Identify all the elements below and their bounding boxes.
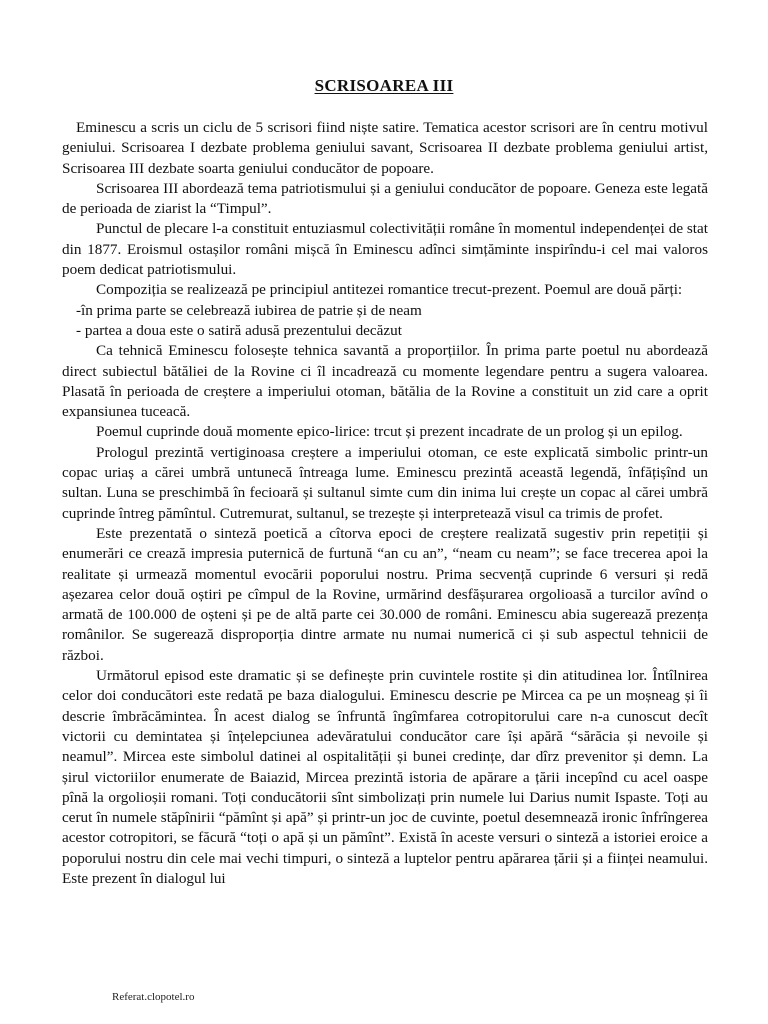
- paragraph-technique: Ca tehnică Eminescu folosește tehnica savantă a proporțiilor. În prima parte poetul nu abordează direct subiectul bătăliei de la Rovine ci îl incadrează cu momente legendare pentru a sugera valoarea. Plasată în perioada de creștere a imperiului otoman, bătălia de la Rovine a constituit un zid care a oprit expansiunea tuceacă.: [62, 342, 708, 421]
- paragraph-intro: Eminescu a scris un ciclu de 5 scrisori fiind niște satire. Tematica acestor scrisori are în centru motivul geniului. Scrisoarea I dezbate problema geniului savant, Scrisoarea II dezbate problema geniului artist, Scrisoarea III dezbate soarta geniului conducător de popoare.: [62, 119, 708, 177]
- paragraph-origin: Punctul de plecare l-a constituit entuziasmul colectivității române în momentul independenței de stat din 1877. Eroismul ostașilor români mișcă în Eminescu adînci simțăminte inspirîndu-i cel mai valoros poem dedicat patriotismului.: [62, 220, 708, 279]
- paragraph-prologue: Prologul prezintă vertiginoasa creștere a imperiului otoman, ce este explicată simbolic printr-un copac uriaș a cărei umbră untunecă întreaga lume. Eminescu prezintă această legendă, înfățișînd un sultan. Luna se preschimbă în fecioară și sultanul simte cum din inima lui crește un copac al cărei umbră cuprinde întreg pămîntul. Cutremurat, sultanul, se trezește și interpretează visul ca trimis de profet.: [62, 443, 708, 522]
- list-item-part-one: -în prima parte se celebrează iubirea de patrie și de neam: [76, 301, 422, 319]
- document-body: [62, 118, 708, 889]
- document-title: SCRISOAREA III: [314, 76, 454, 95]
- paragraph-composition: Compoziția se realizează pe principiul antitezei romantice trecut-prezent. Poemul are două părți:: [96, 281, 683, 299]
- list-item-part-two: - partea a doua este o satiră adusă prezentului decăzut: [76, 321, 402, 339]
- paragraph-synthesis: Este prezentată o sinteză poetică a cîtorva epoci de creștere realizată sugestiv prin repetiții și enumerări ce crează impresia puternică de furtună “an cu an”, “neam cu neam”; se face trecerea apoi la realitate și urmează momentul evocării poporului nostru. Prima secvență cuprinde 6 versuri și redă așezarea celor două oștiri pe cîmpul de la Rovine, urmărind desfășurarea orgolioasă a turcilor avînd o armată de 100.000 de oșteni și pe de altă parte cei 30.000 de români. Eminescu abia sugerează prezența românilor. Se sugerează disproporția dintre armate nu numai numerică ci și sub aspectul tehnicii de război.: [62, 524, 708, 664]
- paragraph-moments: Poemul cuprinde două momente epico-lirice: trcut și prezent incadrate de un prolog și un epilog.: [96, 423, 683, 441]
- footer-source: Referat.clopotel.ro: [112, 991, 195, 1003]
- paragraph-dialogue: Următorul episod este dramatic și se definește prin cuvintele rostite și din atitudinea lor. Întîlnirea celor doi conducători este redată pe baza dialogului. Eminescu descrie pe Mircea ca pe un moșneag și îi descrie îmbrăcămintea. În acest dialog se înfruntă îngîmfarea cotropitorului care n-a cunoscut decît victorii cu demintatea și înțelepciunea adevăratului conducător care își apără “sărăcia și nevoile și neamul”. Mircea este simbolul datinei al ospitalității și bunei credințe, dar dîrz prevenitor și demn. La șirul victoriilor enumerate de Baiazid, Mircea prezintă istoria de apărare a țării incepînd cu acel oaspe pînă la orgolioșii romani. Toți conducătorii sînt simbolizați prin numele lui Darius numit Ispaste. Toți au cerut în numele stăpînirii “pămînt și apă” și printr-un joc de cuvinte, poetul desemnează ironic înfrîngerea acestor cotropitori, se făcură “toți o apă și un pămînt”. Există în aceste versuri o sinteză a istoriei eroice a poporului nostru din cele mai vechi timpuri, o sinteză a luptelor pentru apărarea țării și a ființei neamului. Este prezent în dialogul lui: [62, 667, 708, 887]
- paragraph-theme: Scrisoarea III abordează tema patriotismului și a geniului conducător de popoare. Geneza este legată de perioada de ziarist la “Timpul”.: [62, 179, 708, 218]
